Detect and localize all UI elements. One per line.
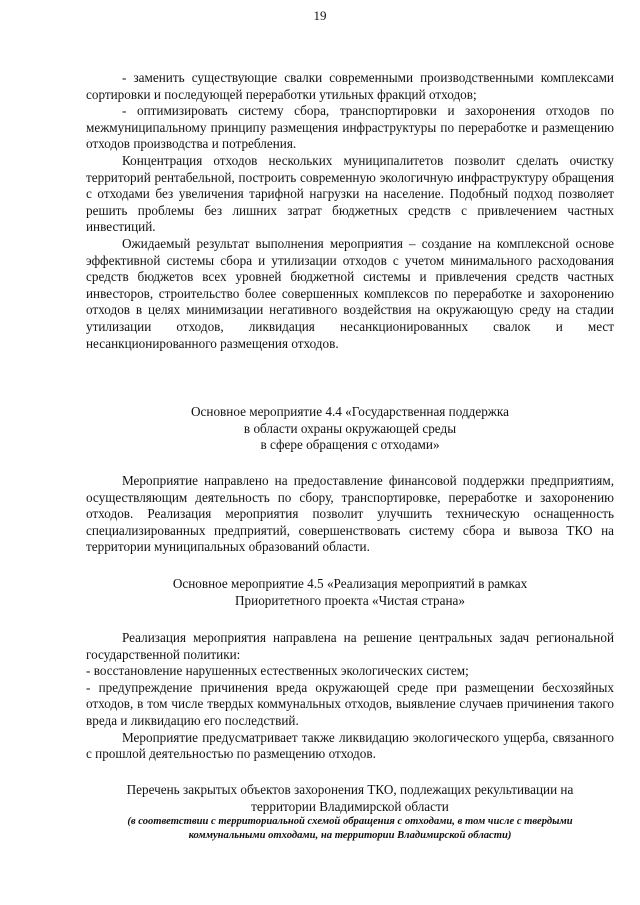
body-section-3 — [86, 630, 614, 763]
heading-line: Основное мероприятие 4.5 «Реализация мероприятий в рамках — [172, 576, 528, 591]
paragraph: Реализация мероприятия направлена на решение центральных задач региональной государственной политики: — [86, 630, 614, 662]
page-number: 19 — [313, 8, 327, 23]
section-heading-4-5 — [60, 576, 640, 609]
subnote-line: (в соответствии с территориальной схемой обращения с отходами, в том числе с твердыми — [127, 816, 573, 827]
list-item: - предупреждение причинения вреда окружающей среде при размещении бесхозяйных отходов, в том числе твердых коммунальных отходов, выявление случаев причинения такого вреда и ликвидацию его последствий. — [86, 679, 614, 728]
heading-line: Основное мероприятие 4.4 «Государственная поддержка — [191, 404, 509, 419]
paragraph: Концентрация отходов нескольких муниципалитетов позволит сделать очистку территорий рентабельной, построить современную экологичную инфраструктуру обращения с отходами без увеличения тарифной нагрузки на население. Подобный подход позволяет решить проблемы без лишних затрат бюджетных средств с привлечением частных инвестиций. — [86, 152, 614, 235]
paragraph: Мероприятие направлено на предоставление финансовой поддержки предприятиям, осуществляющим деятельность по сбору, транспортировке, переработке и захоронению отходов. Реализация мероприятия позволит улучшить техническую оснащенность специализированных предприятий, совершенствовать систему сбора и вывоза ТКО на территории муниципальных образований области. — [86, 473, 614, 555]
heading-line: в сфере обращения с отходами» — [260, 437, 440, 453]
heading-line: Приоритетного проекта «Чистая страна» — [235, 592, 465, 608]
heading-line: территории Владимирской области — [251, 798, 449, 814]
list-heading — [60, 782, 640, 815]
section-heading-4-4 — [60, 404, 640, 454]
subnote-line: коммунальными отходами, на территории Владимирской области) — [188, 830, 512, 841]
body-section-2 — [86, 473, 614, 556]
heading-line: Перечень закрытых объектов захоронения ТКО, подлежащих рекультивации на — [126, 782, 574, 797]
heading-line: в области охраны окружающей среды — [243, 420, 457, 436]
body-section-1 — [86, 70, 614, 352]
paragraph: Мероприятие предусматривает также ликвидацию экологического ущерба, связанного с прошлой деятельностью по размещению отходов. — [86, 729, 614, 762]
paragraph: - оптимизировать систему сбора, транспортировки и захоронения отходов по межмуниципальному принципу размещения инфраструктуры по переработке и размещению отходов производства и потребления. — [86, 103, 614, 152]
paragraph: - заменить существующие свалки современными производственными комплексами сортировки и последующей переработки утильных фракций отходов; — [86, 70, 614, 102]
paragraph: Ожидаемый результат выполнения мероприятия – создание на комплексной основе эффективной системы сбора и утилизации отходов с учетом минимального расходования средств бюджетов всех уровней бюджетной системы и привлечения средств частных инвесторов, строительство более совершенных комплексов по переработке и захоронению отходов в целях минимизации негативного воздействия на окружающую среду на стадии утилизации отходов, ликвидация несанкционированных свалок и мест несанкционированного размещения отходов. — [86, 235, 614, 351]
list-item: - восстановление нарушенных естественных экологических систем; — [86, 663, 469, 679]
list-subnote — [60, 815, 640, 843]
